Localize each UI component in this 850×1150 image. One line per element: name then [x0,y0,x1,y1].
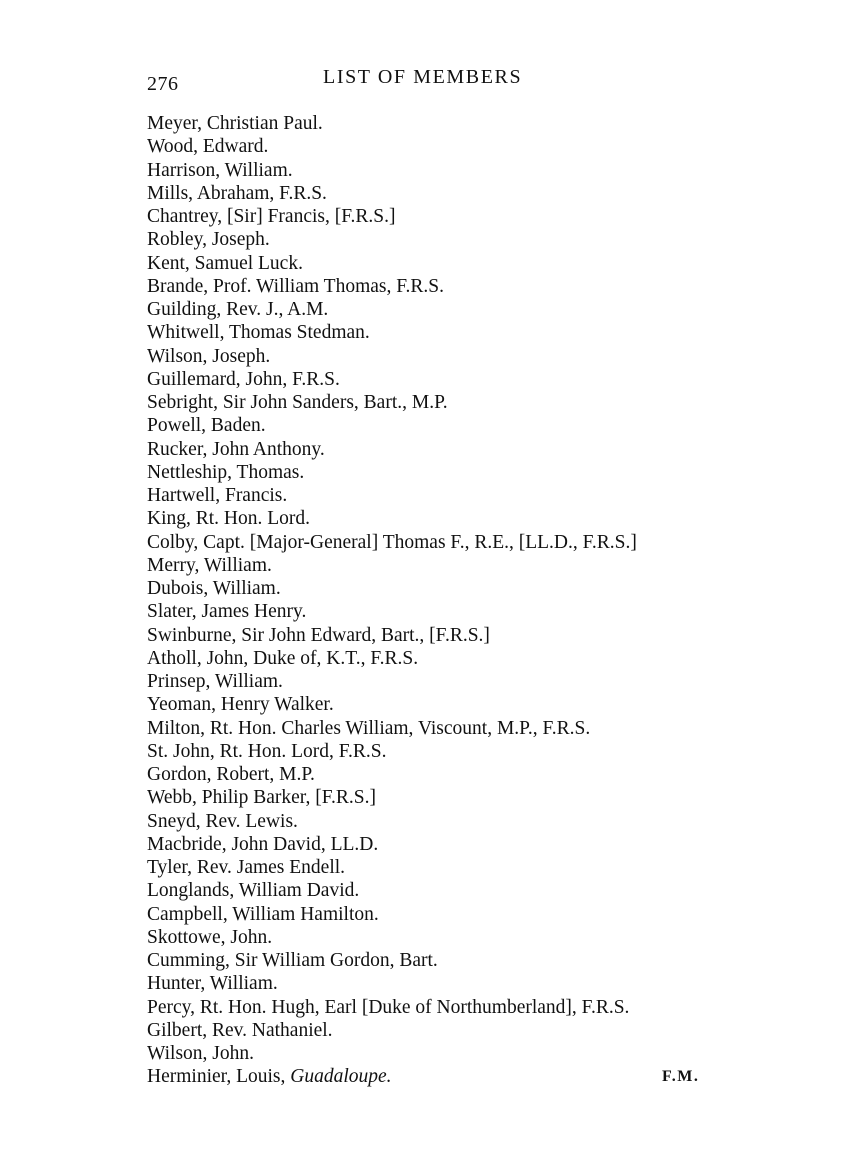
list-item: Milton, Rt. Hon. Charles William, Viscount, M.P., F.R.S. [147,717,591,739]
list-item: Harrison, William. [147,159,293,181]
list-item: Kent, Samuel Luck. [147,252,303,274]
list-item: Chantrey, [Sir] Francis, [F.R.S.] [147,206,396,227]
list-item: Whitwell, Thomas Stedman. [147,322,370,344]
list-item: Atholl, John, Duke of, K.T., F.R.S. [147,647,419,669]
list-item: Macbride, John David, LL.D. [147,833,379,855]
list-item: Rucker, John Anthony. [147,438,325,460]
list-item: Guillemard, John, F.R.S. [147,368,340,390]
list-item: Merry, William. [147,554,272,576]
page-number: 276 [147,73,179,95]
list-item: King, Rt. Hon. Lord. [147,508,311,530]
list-item: Dubois, William. [147,578,281,599]
list-item: Longlands, William David. [147,880,360,902]
list-item: Tyler, Rev. James Endell. [147,857,346,878]
list-item: Gilbert, Rev. Nathaniel. [147,1019,333,1041]
list-item: Skottowe, John. [147,926,273,948]
list-item: Percy, Rt. Hon. Hugh, Earl [Duke of Northumberland], F.R.S. [147,996,630,1018]
list-item: Wilson, Joseph. [147,345,271,367]
list-item: Yeoman, Henry Walker. [147,694,334,716]
member-place: Guadaloupe. [290,1066,392,1088]
list-item: Hartwell, Francis. [147,485,288,506]
member-list [147,112,747,1089]
list-item: Wilson, John. [147,1043,255,1064]
list-item: Sneyd, Rev. Lewis. [147,810,298,832]
list-item: Colby, Capt. [Major-General] Thomas F., R.E., [LL.D., F.R.S.] [147,531,637,553]
list-item: Wood, Edward. [147,136,269,158]
list-item-last [147,1065,747,1088]
signature-mark: F.M. [662,1068,700,1085]
list-item: Webb, Philip Barker, [F.R.S.] [147,787,376,809]
list-item: Guilding, Rev. J., A.M. [147,299,329,320]
list-item: Sebright, Sir John Sanders, Bart., M.P. [147,392,448,413]
list-item: Prinsep, William. [147,671,283,692]
list-item: Campbell, William Hamilton. [147,903,379,925]
list-item: Powell, Baden. [147,415,266,437]
list-item: Brande, Prof. William Thomas, F.R.S. [147,275,445,297]
list-item: Mills, Abraham, F.R.S. [147,182,327,204]
list-item: Slater, James Henry. [147,601,307,623]
member-name: Herminier, Louis, [147,1066,291,1088]
list-item: Hunter, William. [147,973,278,995]
list-item: Robley, Joseph. [147,229,270,251]
list-item: St. John, Rt. Hon. Lord, F.R.S. [147,740,387,762]
list-item: Cumming, Sir William Gordon, Bart. [147,950,438,971]
list-item: Gordon, Robert, M.P. [147,764,315,785]
list-item: Swinburne, Sir John Edward, Bart., [F.R.S.] [147,624,490,646]
list-item: Meyer, Christian Paul. [147,113,323,134]
running-title: LIST OF MEMBERS [323,66,523,88]
list-item: Nettleship, Thomas. [147,461,305,483]
